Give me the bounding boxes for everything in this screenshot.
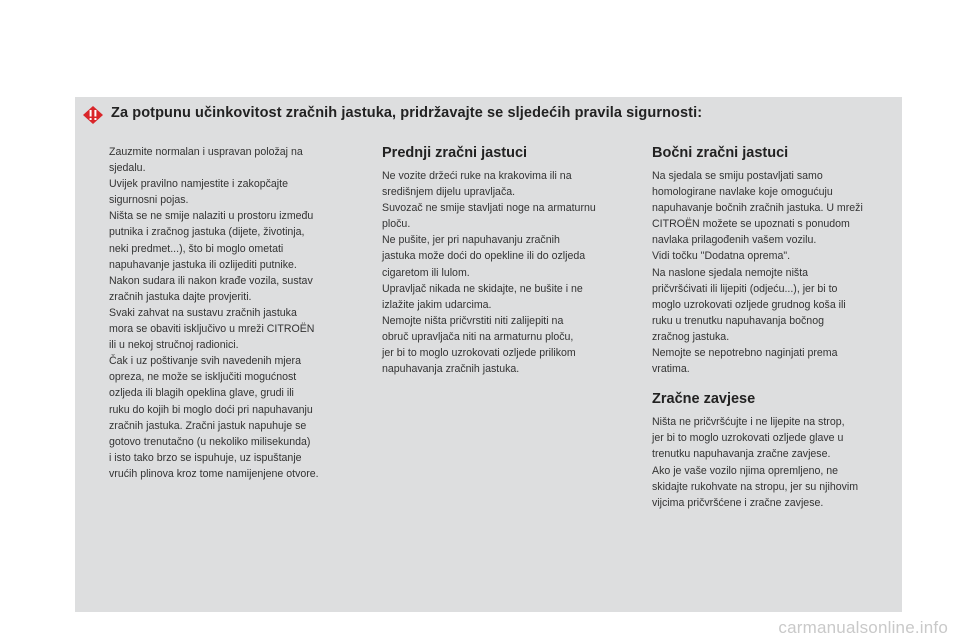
text-line: vrućih plinova kroz tome namijenjene otvore. <box>109 467 319 480</box>
text-line: sigurnosni pojas. <box>109 194 189 207</box>
text-line: Ništa se ne smije nalaziti u prostoru između <box>109 210 314 223</box>
side-airbags-column <box>652 144 902 511</box>
text-line: navlaka prilagođenih vašem vozilu. <box>652 234 817 247</box>
safety-panel <box>75 97 902 612</box>
text-line: cigaretom ili lulom. <box>382 266 470 279</box>
front-airbags-text <box>382 168 632 377</box>
text-line: vratima. <box>652 363 690 376</box>
text-line: putnika i zračnog jastuka (dijete, životinja, <box>109 226 305 239</box>
text-line: ploču. <box>382 218 411 231</box>
general-rules-column <box>109 144 364 482</box>
text-line: Nakon sudara ili nakon krađe vozila, sustav <box>109 274 313 287</box>
text-line: homologirane navlake koje omogućuju <box>652 186 833 199</box>
text-line: Suvozač ne smije stavljati noge na armaturnu <box>382 202 596 215</box>
text-line: napuhavanje bočnih zračnih jastuka. U mreži <box>652 202 863 215</box>
text-line: zračnih jastuka dajte provjeriti. <box>109 290 252 303</box>
text-line: Uvijek pravilno namjestite i zakopčajte <box>109 178 288 191</box>
text-line: pričvršćivati ili lijepiti (odjeću...), jer bi to <box>652 282 838 295</box>
text-line: ruku u trenutku napuhavanja bočnog <box>652 314 824 327</box>
text-line: Vidi točku "Dodatna oprema". <box>652 250 791 263</box>
text-line: Nemojte ništa pričvrstiti niti zalijepiti na <box>382 314 564 327</box>
text-line: Ako je vaše vozilo njima opremljeno, ne <box>652 464 839 477</box>
text-line: i isto tako brzo se ispuhuje, uz ispuštanje <box>109 451 302 464</box>
general-rules-text <box>109 144 364 482</box>
text-line: Upravljač nikada ne skidajte, ne bušite i ne <box>382 282 583 295</box>
text-line: Ne pušite, jer pri napuhavanju zračnih <box>382 234 560 247</box>
text-line: Na naslone sjedala nemojte ništa <box>652 266 809 279</box>
side-airbags-text <box>652 168 902 377</box>
text-line: ozljeda ili blagih opeklina glave, grudi ili <box>109 387 294 400</box>
text-line: sjedalu. <box>109 162 146 175</box>
text-line: Čak i uz poštivanje svih navedenih mjera <box>109 355 301 368</box>
text-line: Zauzmite normalan i uspravan položaj na <box>109 146 303 158</box>
text-line: gotovo trenutačno (u nekoliko milisekunda) <box>109 435 311 448</box>
exclamation-warning-icon <box>82 105 104 125</box>
text-line: trenutku napuhavanja zračne zavjese. <box>652 448 831 461</box>
text-line: Ne vozite držeći ruke na krakovima ili na <box>382 170 572 182</box>
watermark-footer: carmanualsonline.info <box>778 618 948 637</box>
text-line: skidajte rukohvate na stropu, jer su njihovim <box>652 480 859 493</box>
side-airbags-title: Bočni zračni jastuci <box>652 145 789 161</box>
front-airbags-title: Prednji zračni jastuci <box>382 145 528 161</box>
text-line: Svaki zahvat na sustavu zračnih jastuka <box>109 306 297 319</box>
text-line: jer bi to moglo uzrokovati ozljede prilikom <box>382 347 576 360</box>
text-line: mora se obaviti isključivo u mreži CITROËN <box>109 323 315 336</box>
text-line: ili u nekoj stručnoj radionici. <box>109 339 239 352</box>
text-line: izlažite jakim udarcima. <box>382 298 492 311</box>
text-line: napuhavanja zračnih jastuka. <box>382 363 520 376</box>
text-line: zračnih jastuka. Zračni jastuk napuhuje se <box>109 419 307 432</box>
text-line: CITROËN možete se upoznati s ponudom <box>652 218 850 231</box>
curtain-airbags-text <box>652 414 902 511</box>
text-line: zračnog jastuka. <box>652 330 730 343</box>
text-line: neki predmet...), što bi moglo ometati <box>109 242 284 255</box>
text-line: moglo uzrokovati ozljede grudnog koša ili <box>652 298 846 311</box>
text-line: središnjem dijelu upravljača. <box>382 186 516 199</box>
front-airbags-column <box>382 144 632 377</box>
text-line: vijcima pričvršćene i zračne zavjese. <box>652 496 824 509</box>
text-line: opreza, ne može se isključiti mogućnost <box>109 371 297 384</box>
curtain-airbags-title: Zračne zavjese <box>652 391 756 408</box>
text-line: Na sjedala se smiju postavljati samo <box>652 170 823 182</box>
text-line: obruč upravljača niti na armaturnu ploču, <box>382 330 574 343</box>
text-line: jastuka može doći do opekline ili do ozljeda <box>382 250 586 263</box>
text-line: jer bi to moglo uzrokovati ozljede glave u <box>652 432 844 445</box>
section-heading: Za potpunu učinkovitost zračnih jastuka, pridržavajte se sljedećih pravila sigurnosti: <box>111 105 703 121</box>
text-line: Nemojte se nepotrebno naginjati prema <box>652 347 838 360</box>
text-line: ruku do kojih bi moglo doći pri napuhavanju <box>109 403 313 416</box>
text-line: napuhavanje jastuka ili ozlijediti putnike. <box>109 258 297 271</box>
text-line: Ništa ne pričvršćujte i ne lijepite na strop, <box>652 416 845 429</box>
